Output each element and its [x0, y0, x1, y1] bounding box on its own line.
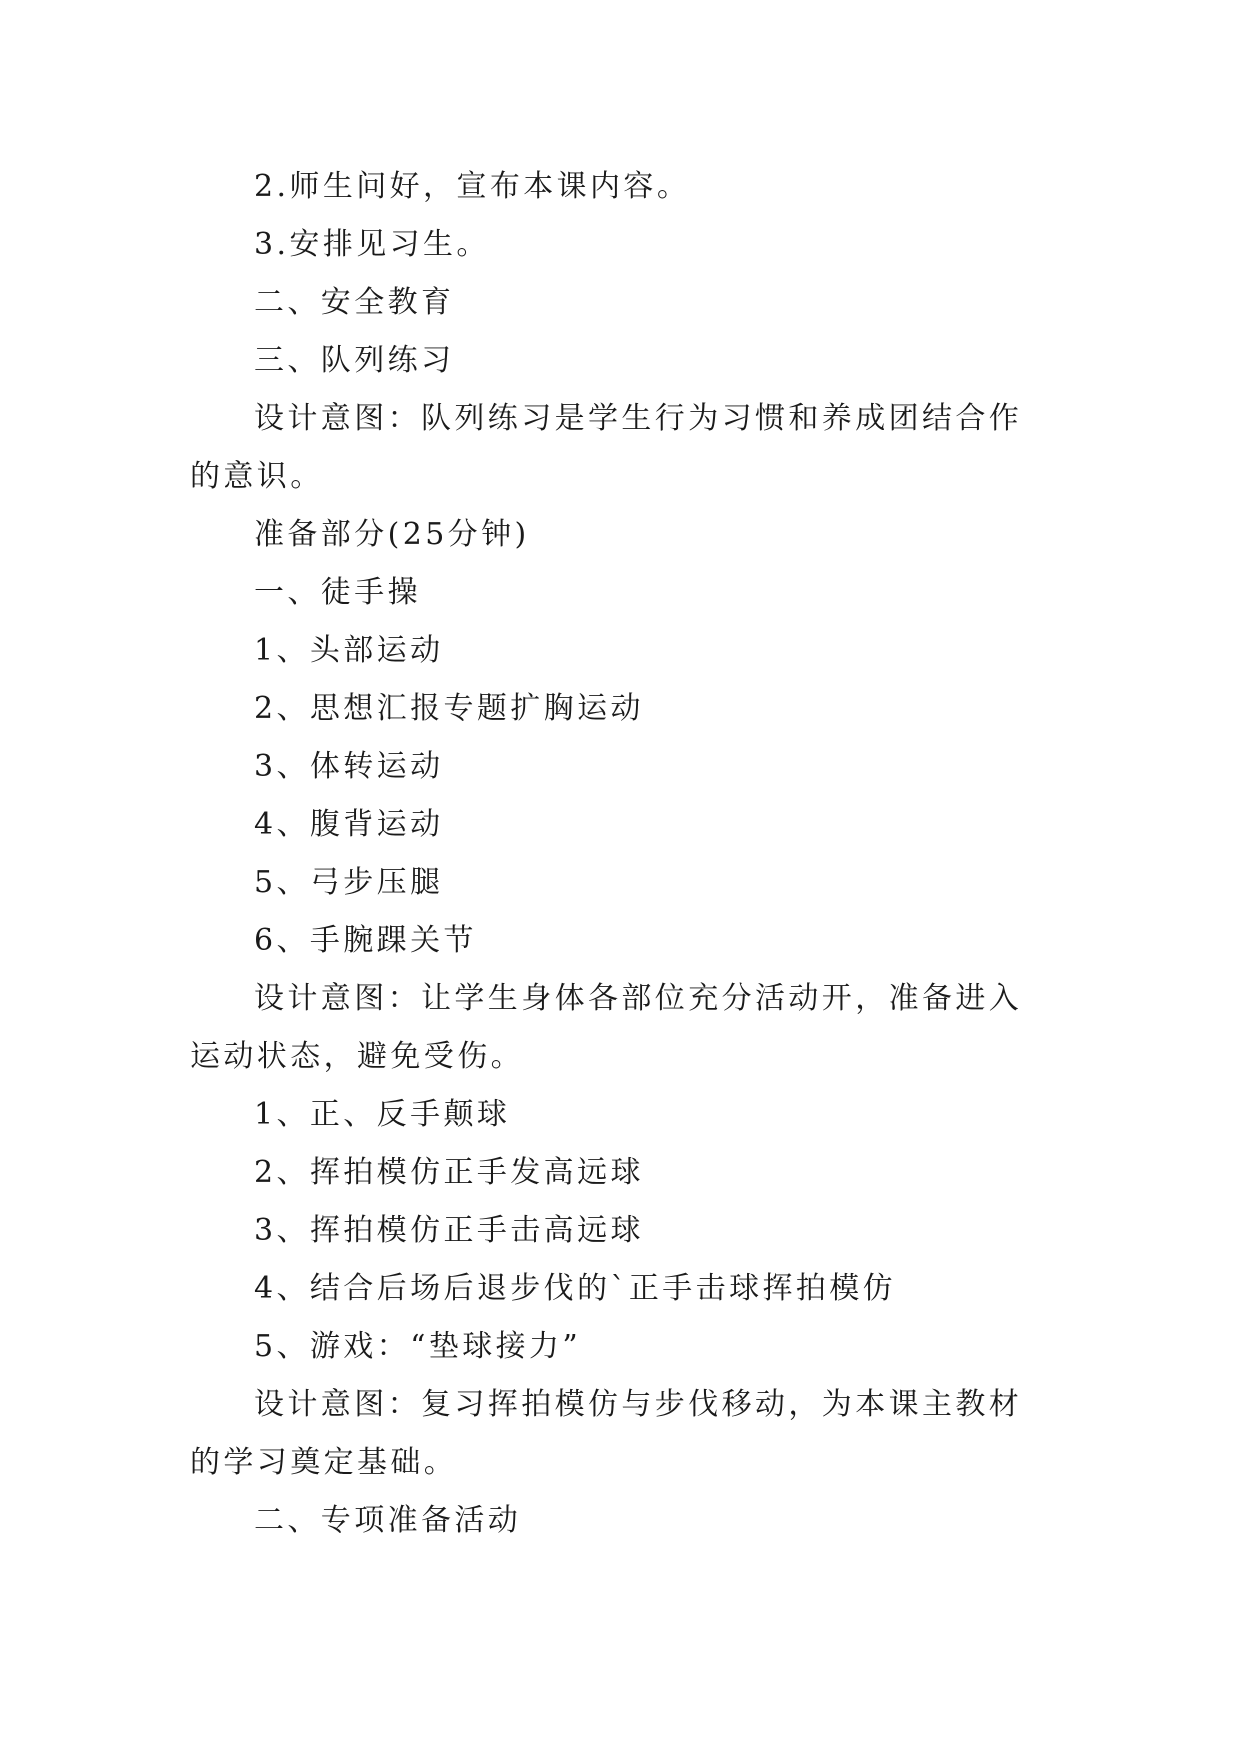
list-item: 1、正、反手颠球: [254, 1097, 511, 1132]
list-item: 2、思想汇报专题扩胸运动: [254, 691, 644, 726]
list-item: 3、挥拍模仿正手击高远球: [254, 1213, 644, 1248]
paragraph-design-intent-review: 设计意图：复习挥拍模仿与步伐移动，为本课主教材的学习奠定基础。: [190, 1387, 1023, 1480]
paragraph-greeting: 2.师生问好，宣布本课内容。: [254, 169, 691, 204]
heading-formation-practice: 三、队列练习: [254, 343, 455, 378]
list-item: 4、结合后场后退步伐的`正手击球挥拍模仿: [254, 1271, 897, 1306]
list-item: 1、头部运动: [254, 633, 444, 668]
heading-preparation-part: 准备部分(25分钟): [254, 517, 530, 552]
document-body: [190, 158, 1050, 1550]
list-item: 5、弓步压腿: [254, 865, 444, 900]
paragraph-design-intent-warmup: 设计意图：让学生身体各部位充分活动开，准备进入运动状态，避免受伤。: [190, 981, 1023, 1074]
list-item: 2、挥拍模仿正手发高远球: [254, 1155, 644, 1190]
heading-safety-education: 二、安全教育: [254, 285, 455, 320]
paragraph-arrange-observers: 3.安排见习生。: [254, 227, 490, 262]
list-item: 3、体转运动: [254, 749, 444, 784]
paragraph-design-intent-formation: 设计意图：队列练习是学生行为习惯和养成团结合作的意识。: [190, 401, 1023, 494]
list-item: 6、手腕踝关节: [254, 923, 477, 958]
list-item: 4、腹背运动: [254, 807, 444, 842]
heading-freehand-exercise: 一、徒手操: [254, 575, 421, 610]
list-item: 5、游戏：“垫球接力”: [254, 1329, 582, 1364]
heading-special-preparation: 二、专项准备活动: [254, 1503, 522, 1538]
